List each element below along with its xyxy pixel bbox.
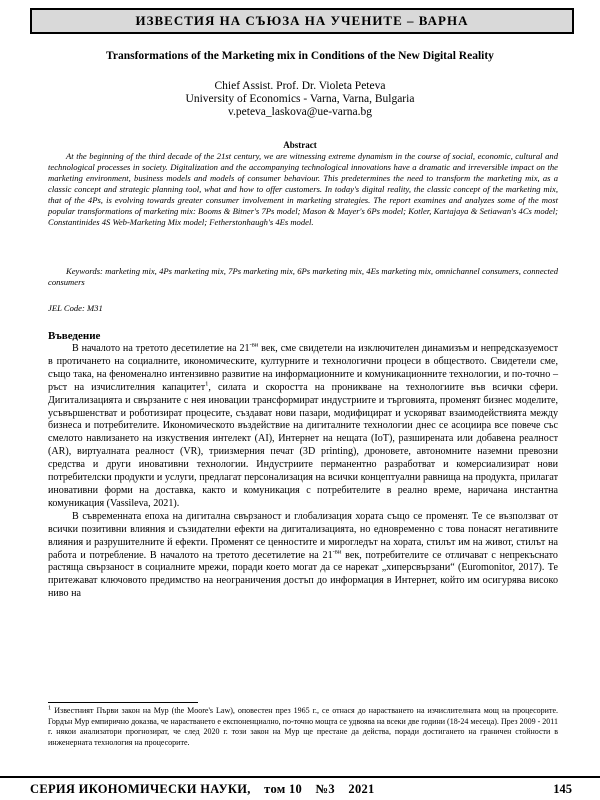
journal-name: ИЗВЕСТИЯ НА СЪЮЗА НА УЧЕНИТЕ – ВАРНА xyxy=(135,13,469,28)
author-email[interactable]: v.peteva_laskova@ue-varna.bg xyxy=(228,106,372,118)
footer-series-info xyxy=(30,782,385,797)
body-paragraph xyxy=(48,511,558,601)
footer-issue: №3 xyxy=(315,781,335,796)
body-paragraph xyxy=(48,343,558,511)
author-name: Chief Assist. Prof. Dr. Violeta Peteva xyxy=(214,80,386,92)
footer-volume: том 10 xyxy=(264,781,303,796)
footnote-marker[interactable]: 1 xyxy=(205,380,209,388)
superscript: -ви xyxy=(332,548,342,556)
author-affiliation: University of Economics - Varna, Varna, Bulgaria xyxy=(185,93,415,105)
footnote xyxy=(48,706,558,748)
section-heading: Въведение xyxy=(48,330,101,342)
footnote-text: Известният Първи закон на Мур (the Moore's Law), оповестен през 1965 г., се отнася до нарастването на изчислителната мощ на процесорите. Гордън Мур емпирично доказва, че нарастването е експоненциално, по-точно мощта се удвоява на всеки две години (18-24 месеца). През 2009 - 2011 г. някои анализатори прогнозират, че след 2020 г. този закон на Мур ще престане да действа, поради достигането на граничен стойности в инженерната технология на процесорите. xyxy=(48,706,558,747)
author-block xyxy=(30,80,570,119)
footer-year: 2021 xyxy=(348,781,375,796)
footnote-divider xyxy=(48,702,198,703)
text-run: В съвременната епоха на дигитална свързаност и глобализация хората също се променят. Те се възползват от всички позитивни влияния и съзидателни ефекти на дигитализацията, но едновременно с това понасят негативните влияния и разрушителните й ефекти. Променят се ценностите и мирогледът на хората, стилът им на живот, стилът на работа и потребление. В началото на третото десетилетие на 21 xyxy=(48,510,558,561)
superscript: -ви xyxy=(249,341,259,349)
page-number: 145 xyxy=(553,781,572,796)
text-run: век, сме свидетели на изключителен динамизъм и непредсказуемост в протичането на социалните, икономическите, културните и технологични процеси в обществото. Свидетели сме, също така, на феноменално интензивно развитие на информационните и комуникационните технологии, и по-точно – ръст на изчислителния капацитет xyxy=(48,343,559,393)
text-run: век, потребителите се отличават с непрекъснато растяща свързаност в социалните мрежи, поради което могат да се нарекат „хиперсвързани“ (Euromonitor, 2017). Те притежават ключовото предимство на неограничения достъп до информация в Интернет, който им осигурява високо ниво на xyxy=(48,549,558,600)
abstract-heading: Abstract xyxy=(283,140,317,150)
paper-title: Transformations of the Marketing mix in Conditions of the New Digital Reality xyxy=(106,50,494,62)
journal-header xyxy=(30,8,574,34)
jel-code: JEL Code: M31 xyxy=(48,303,103,313)
text-run: В началото на третото десетилетие на 21 xyxy=(72,343,250,354)
footnote-number: 1 xyxy=(48,704,52,712)
journal-footer xyxy=(0,776,600,800)
abstract-text: At the beginning of the third decade of the 21st century, we are witnessing extreme dynamism in the course of social, economic, cultural and technological processes in society. Digitalization and the accompanying technological innovations have a dramatic and irreversible impact on the marketing environment, business models and models of consumer behaviour. This predetermines the need to transform the marketing mix, as a classic concept and strategic planning tool, what and how to offer customers. In today's digital reality, the classic concept of the marketing mix, that of the 4Ps, is evolving towards greater consumer involvement in marketing strategies. The report examines and analyzes some of the most popular transformations of marketing mix: Booms & Bitner's 7Ps model; Mason & Mayer's 6Ps model; Kotler, Kartajaya & Setiawan's 4Cs model; Constantinides 4S Web-Marketing Mix model; Fetherstonhaugh's 4Es model. xyxy=(48,151,558,227)
text-run: , силата и скоростта на проникване на технологиите във всички сфери. Дигитализацията и свързаните с нея иновации трансформират индустриите и търговията, променят бизнес моделите, усъвършенстват и роботизират процесите, създават нови пазари, модифицират и ускоряват взаимодействията между бизнеса и потребителите. Икономическото въздействие на дигиталните технологии днес се асоциира все повече със смелото навлизането на изкуствения интелект (AI), Интернет на нещата (IoT), разширената или добавена реалност (AR), виртуалната реалност (VR), триизмерния печат (3D printing), дроновете, автономните наземни превозни средства и други иновативни технологии. Индустриите перманентно разработват и комерсиализират нови потребителски продукти и услуги, предлагат персонализация на всички концептуални равнища на продукта, прилагат иновативни форми на доставка, както и комуникация с потребителите в реално време, наричана инстантна комуникация (Vassileva, 2021). xyxy=(48,381,559,509)
footer-series: СЕРИЯ ИКОНОМИЧЕСКИ НАУКИ, xyxy=(30,781,251,796)
body-text xyxy=(48,343,558,601)
keywords: Keywords: marketing mix, 4Ps marketing mix, 7Ps marketing mix, 6Ps marketing mix, 4Es marketing mix, omnichannel consumers, connected consumers xyxy=(48,266,558,287)
